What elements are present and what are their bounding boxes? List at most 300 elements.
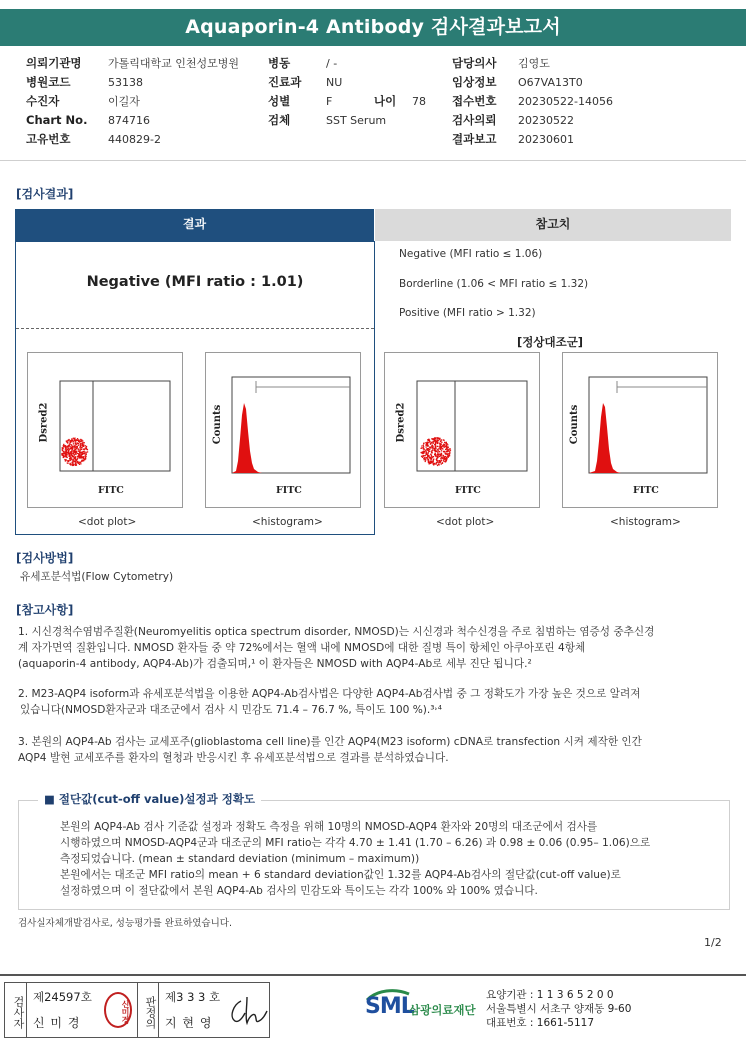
scatter-dot [71,441,72,442]
scatter-dot [426,448,427,449]
patient-dot-caption: <dot plot> [78,516,137,528]
info-label: 병원코드 [26,75,71,89]
scatter-dot [71,453,72,454]
scatter-dot [439,451,440,452]
scatter-dot [81,444,82,445]
info-row [26,92,266,111]
scatter-dot [440,455,441,456]
note-3 [18,734,738,766]
scatter-dot [421,448,422,449]
note-line: (aquaporin-4 antibody, AQP4-Ab)가 검출되며,¹ 이 환자들은 NMOSD with AQP4-Ab로 세부 진단 됩니다.² [18,658,532,670]
scatter-dot [440,445,441,446]
scatter-dot [446,459,447,460]
scatter-dot [76,451,77,452]
logo-text: SML [365,994,414,1019]
org-address: 서울특별시 서초구 양재동 9-60 [486,1003,632,1015]
scatter-dot [75,461,76,462]
info-label: 임상정보 [452,75,497,89]
scatter-dot [62,450,63,451]
scatter-dot [66,440,67,441]
scatter-dot [75,458,76,459]
scatter-dot [438,438,439,439]
scatter-dot [443,459,444,460]
approver-no: 제3 3 3 호 [165,990,221,1004]
scatter-dot [65,451,66,452]
info-label: 성별 [268,94,291,108]
scatter-dot [438,448,439,449]
info-label: 병동 [268,56,291,70]
reference-borderline: Borderline (1.06 < MFI ratio ≤ 1.32) [399,278,589,290]
scatter-dot [62,449,63,450]
note-line: 있습니다(NMOSD환자군과 대조군에서 검사 시 민감도 71.4 – 76.7 %, 특이도 100 %).³˒⁴ [20,704,443,716]
scatter-dot [429,439,430,440]
scatter-dot [426,446,427,447]
sml-logo [365,988,485,1032]
scatter-dot [73,464,74,465]
scatter-dot [78,455,79,456]
scatter-dot [439,447,440,448]
scatter-dot [437,460,438,461]
scatter-dot [421,452,422,453]
scatter-dot [67,454,68,455]
scatter-dot [83,457,84,458]
scatter-dot [78,453,79,454]
scatter-dot [434,450,435,451]
info-label: 결과보고 [452,132,497,146]
scatter-dot [74,440,75,441]
scatter-dot [77,462,78,463]
seal-text: 신미경 [121,999,130,1024]
scatter-dot [71,458,72,459]
scatter-dot [84,459,85,460]
info-row [26,111,266,130]
scatter-dot [81,447,82,448]
scatter-dot [76,448,77,449]
scatter-dot [80,443,81,444]
hist-xlabel: FITC [633,485,659,496]
scatter-dot [436,462,437,463]
note-line: 2. M23-AQP4 isoform과 유세포분석법을 이용한 AQP4-Ab검사법은 다양한 AQP4-Ab검사법 중 그 정확도가 가장 높은 것으로 알려져 [18,688,641,700]
scatter-dot [431,446,432,447]
scatter-dot [431,459,432,460]
scatter-dot [423,446,424,447]
scatter-dot [73,443,74,444]
scatter-dot [426,445,427,446]
scatter-dot [446,444,447,445]
scatter-dot [446,451,447,452]
scatter-dot [429,441,430,442]
scatter-dot [428,456,429,457]
scatter-dot [74,456,75,457]
scatter-dot [65,446,66,447]
scatter-dot [431,455,432,456]
control-dot-plot [384,352,540,508]
scatter-dot [449,455,450,456]
scatter-dot [78,449,79,450]
scatter-dot [84,442,85,443]
info-value: 20230601 [518,133,574,146]
scatter-dot [447,451,448,452]
tab-reference: 참고치 [375,209,731,241]
scatter-dot [85,456,86,457]
info-value: NU [326,76,343,89]
cutoff-text [60,819,726,899]
info-col2 [268,54,448,130]
scatter-dot [434,449,435,450]
dot-ylabel: Dsred2 [395,402,407,443]
scatter-dot [429,463,430,464]
scatter-dot [441,450,442,451]
note-line: 계 자가면역 질환입니다. NMOSD 환자들 중 약 72%에서는 혈액 내에 NMOSD에 대한 질병 특이 항체인 아쿠아포린 4항체 [18,642,586,654]
patient-histogram [205,352,361,508]
patient-hist-caption: <histogram> [252,516,323,528]
org-phone: 대표번호 : 1661-5117 [486,1017,595,1029]
method-text: 유세포분석법(Flow Cytometry) [20,571,174,583]
scatter-dot [62,453,63,454]
scatter-dot [433,463,434,464]
info-row [452,92,732,111]
scatter-dot [81,449,82,450]
scatter-dot [75,452,76,453]
scatter-dot [436,459,437,460]
info-value: 이길자 [108,95,140,108]
scatter-dot [441,457,442,458]
scatter-dot [446,449,447,450]
info-row [26,73,266,92]
info-row [452,54,732,73]
scatter-dot [82,442,83,443]
examiner-no: 제24597호 [33,990,92,1004]
scatter-dot [68,450,69,451]
scatter-dot [78,440,79,441]
scatter-dot [423,451,424,452]
scatter-dot [441,447,442,448]
scatter-dot [428,450,429,451]
scatter-dot [84,451,85,452]
scatter-dot [444,442,445,443]
scatter-dot [424,455,425,456]
info-value: 440829-2 [108,133,161,146]
scatter-dot [439,443,440,444]
hist-ylabel: Counts [212,404,224,445]
note-line: AQP4 발현 교세포주를 환자의 혈청과 반응시킨 후 유세포분석법으로 결과를 분석하였습니다. [18,752,449,764]
info-row [452,130,732,149]
info-label: 나이 [374,94,397,108]
examiner-name: 신 미 경 [33,1016,81,1030]
scatter-dot [433,438,434,439]
scatter-dot [430,460,431,461]
scatter-dot [83,451,84,452]
scatter-dot [446,442,447,443]
reference-negative: Negative (MFI ratio ≤ 1.06) [399,248,543,260]
scatter-dot [432,448,433,449]
scatter-dot [435,446,436,447]
scatter-dot [442,458,443,459]
scatter-dot [425,442,426,443]
scatter-dot [449,448,450,449]
scatter-dot [76,446,77,447]
scatter-dot [437,462,438,463]
scatter-dot [445,456,446,457]
scatter-dot [73,438,74,439]
scatter-dot [443,451,444,452]
scatter-dot [70,460,71,461]
scatter-dot [443,440,444,441]
info-label: 검사의뢰 [452,113,497,127]
scatter-dot [78,456,79,457]
scatter-dot [424,451,425,452]
scatter-dot [72,447,73,448]
footer-divider [0,974,746,976]
scatter-dot [421,445,422,446]
scatter-dot [75,453,76,454]
scatter-dot [441,442,442,443]
scatter-dot [86,454,87,455]
note-2 [18,686,738,718]
scatter-dot [80,456,81,457]
method-heading: [검사방법] [16,551,74,565]
scatter-dot [444,458,445,459]
scatter-dot [80,452,81,453]
scatter-dot [425,460,426,461]
note-line: 1. 시신경척수염범주질환(Neuromyelitis optica spectrum disorder, NMOSD)는 시신경과 척수신경을 주로 침범하는 염증성 중추신경 [18,626,655,638]
scatter-dot [440,458,441,459]
info-col3 [452,54,732,149]
scatter-dot [423,458,424,459]
scatter-dot [426,453,427,454]
scatter-dot [430,457,431,458]
scatter-dot [80,448,81,449]
scatter-dot [432,461,433,462]
info-label: 담당의사 [452,56,497,70]
company-name: 삼광의료재단 [409,1003,476,1017]
info-row [268,54,448,73]
info-label: 의뢰기관명 [26,56,82,70]
result-value: Negative (MFI ratio : 1.01) [86,274,304,290]
scatter-dot [426,444,427,445]
dot-plot-svg [385,353,539,507]
scatter-dot [427,442,428,443]
info-col1 [26,54,266,149]
info-value: 20230522 [518,114,574,127]
scatter-dot [435,444,436,445]
scatter-dot [63,457,64,458]
scatter-dot [448,447,449,448]
info-value: 78 [412,95,426,108]
scatter-dot [428,452,429,453]
scatter-dot [68,460,69,461]
scatter-dot [446,458,447,459]
scatter-dot [441,460,442,461]
scatter-dot [64,459,65,460]
scatter-dot [79,464,80,465]
scatter-dot [442,448,443,449]
scatter-dot [69,446,70,447]
page-number: 1/2 [704,936,722,949]
scatter-dot [427,459,428,460]
examiner-label [5,983,27,1037]
scatter-dot [69,440,70,441]
scatter-dot [77,438,78,439]
scatter-dot [74,454,75,455]
scatter-dot [68,439,69,440]
scatter-dot [423,443,424,444]
approver-label-text: 판정의 [144,996,157,1029]
scatter-dot [441,439,442,440]
info-row [452,111,732,130]
scatter-dot [66,450,67,451]
cutoff-line: 본원의 AQP4-Ab 검사 기준값 설정과 정확도 측정을 위해 10명의 NMOSD-AQP4 환자와 20명의 대조군에서 검사를 [60,821,598,833]
dot-xlabel: FITC [98,485,124,496]
scatter-dot [431,452,432,453]
scatter-dot [70,442,71,443]
scatter-dot [87,449,88,450]
scatter-dot [70,451,71,452]
scatter-dot [437,454,438,455]
cutoff-line: 본원에서는 대조군 MFI ratio의 mean + 6 standard deviation값인 1.32를 AQP4-Ab검사의 절단값(cut-off value)로 [60,869,621,881]
scatter-dot [75,441,76,442]
scatter-dot [64,453,65,454]
scatter-dot [77,442,78,443]
footnote: 검사실자체개발검사로, 성능평가를 완료하였습니다. [18,918,232,929]
scatter-dot [86,452,87,453]
scatter-dot [73,451,74,452]
scatter-dot [425,461,426,462]
cutoff-line: 측정되었습니다. (mean ± standard deviation (minimum – maximum)) [60,853,420,865]
scatter-dot [66,452,67,453]
scatter-dot [85,457,86,458]
info-value: 20230522-14056 [518,95,613,108]
scatter-dot [79,462,80,463]
scatter-dot [79,450,80,451]
info-value: SST Serum [326,114,387,127]
scatter-dot [446,457,447,458]
scatter-dot [87,451,88,452]
scatter-dot [432,450,433,451]
scatter-dot [428,460,429,461]
scatter-dot [435,451,436,452]
scatter-dot [64,456,65,457]
info-value: 가톨릭대학교 인천성모병원 [108,57,240,70]
scatter-dot [432,441,433,442]
control-hist-caption: <histogram> [610,516,681,528]
scatter-dot [443,444,444,445]
scatter-dot [71,444,72,445]
scatter-dot [75,440,76,441]
examiner-label-text: 검사자 [12,996,25,1029]
cutoff-line: 시행하였으며 NMOSD-AQP4군과 대조군의 MFI ratio는 각각 4.70 ± 1.41 (1.70 – 6.26) 과 0.98 ± 0.06 (0.95– 1.06)으로 [60,837,651,849]
scatter-dot [78,443,79,444]
scatter-dot [437,440,438,441]
scatter-dot [437,442,438,443]
notes-heading: [참고사항] [16,603,74,617]
scatter-dot [65,455,66,456]
info-value: 53138 [108,76,143,89]
scatter-dot [75,464,76,465]
control-histogram [562,352,718,508]
scatter-dot [429,447,430,448]
scatter-dot [80,454,81,455]
scatter-dot [80,463,81,464]
scatter-dot [438,464,439,465]
reference-positive: Positive (MFI ratio > 1.32) [399,307,536,319]
hist-ylabel: Counts [569,404,581,445]
scatter-dot [434,454,435,455]
info-row [26,54,266,73]
scatter-dot [450,450,451,451]
scatter-dot [65,448,66,449]
scatter-dot [62,447,63,448]
scatter-dot [435,440,436,441]
scatter-dot [423,448,424,449]
scatter-dot [433,443,434,444]
scatter-dot [72,448,73,449]
scatter-dot [73,456,74,457]
scatter-dot [77,456,78,457]
scatter-dot [71,440,72,441]
scatter-dot [429,449,430,450]
info-row [268,73,448,92]
scatter-dot [68,453,69,454]
scatter-dot [82,446,83,447]
info-label: 검체 [268,113,291,127]
scatter-dot [81,440,82,441]
info-label: 접수번호 [452,94,497,108]
scatter-dot [441,454,442,455]
scatter-dot [63,445,64,446]
scatter-dot [66,456,67,457]
scatter-dot [439,460,440,461]
result-heading: [검사결과] [16,187,74,201]
signature-box [4,982,270,1038]
scatter-dot [70,455,71,456]
info-label: 진료과 [268,75,302,89]
scatter-dot [77,453,78,454]
scatter-dot [437,465,438,466]
scatter-dot [85,445,86,446]
approver-signature-icon [225,991,269,1031]
scatter-dot [67,447,68,448]
info-row [26,130,266,149]
divider [0,160,746,161]
scatter-dot [73,441,74,442]
scatter-dot [69,456,70,457]
scatter-dot [69,458,70,459]
scatter-dot [78,445,79,446]
scatter-dot [73,453,74,454]
scatter-dot [423,445,424,446]
scatter-dot [84,453,85,454]
info-row [452,73,732,92]
scatter-dot [443,455,444,456]
scatter-dot [427,439,428,440]
examiner-seal-icon [104,992,132,1028]
scatter-dot [442,462,443,463]
approver-label [137,983,159,1037]
cutoff-heading: ■ 절단값(cut-off value)설정과 정확도 [38,791,261,807]
info-value: O67VA13T0 [518,76,583,89]
scatter-dot [72,462,73,463]
scatter-dot [75,463,76,464]
info-row [268,92,448,111]
info-label: Chart No. [26,113,88,127]
scatter-dot [440,441,441,442]
scatter-dot [433,459,434,460]
info-label: 수진자 [26,94,60,108]
scatter-dot [62,454,63,455]
patient-dot-plot [27,352,183,508]
info-row [268,111,448,130]
